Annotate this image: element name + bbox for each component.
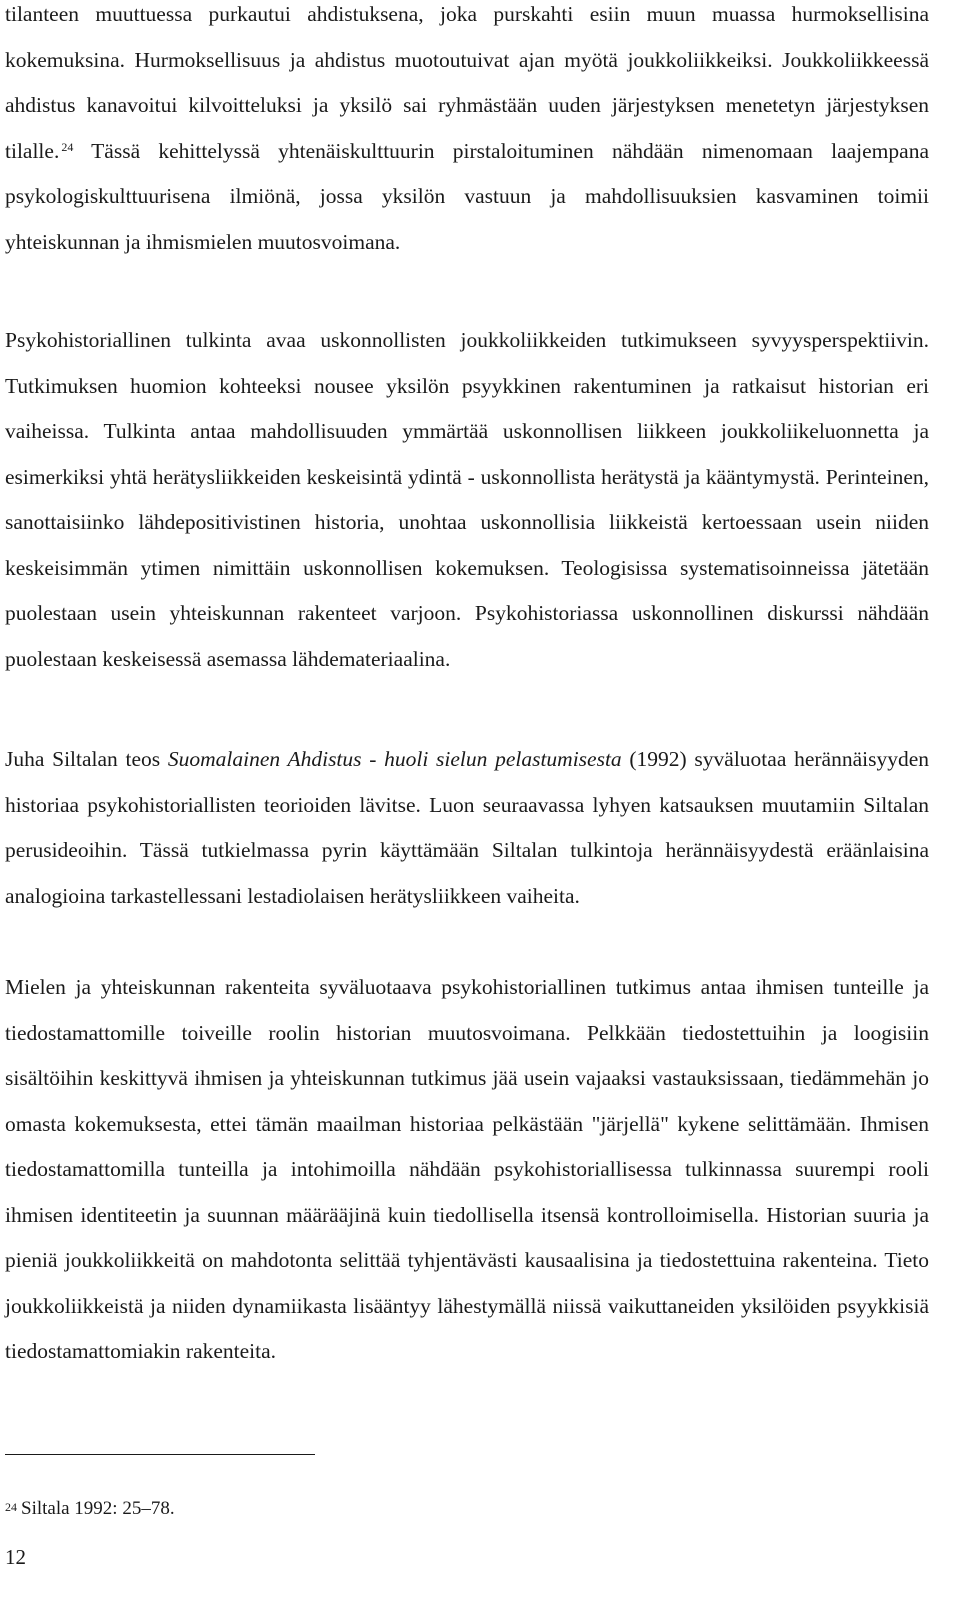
paragraph: Psykohistoriallinen tulkinta avaa uskonnollisten joukkoliikkeiden tutkimukseen syvyysperspektiivin. Tutkimuksen huomion kohteeksi nousee yksilön psyykkinen rakentuminen ja ratkaisut historian eri vaiheissa. Tulkinta antaa mahdollisuuden ymmärtää uskonnollisen liikkeen joukkoliikeluonnetta ja esimerkiksi yhtä herätysliikkeiden keskeisintä ydintä - uskonnollista herätystä ja kääntymystä. Perinteinen, sanottaisiinko lähdepositivistinen historia, unohtaa uskonnollisia liikkeistä kertoessaan usein niiden keskeisimmän ytimen nimittäin uskonnollisen kokemuksen. Teologisissa systematisoinneissa jätetään puolestaan usein yhteiskunnan rakenteet varjoon. Psykohistoriassa uskonnollinen diskurssi nähdään puolestaan keskeisessä asemassa lähdemateriaalina.	[5, 328, 929, 671]
footnote-text: Siltala 1992: 25–78.	[21, 1498, 175, 1519]
footnote-number: 24	[5, 1500, 17, 1514]
paragraph	[5, 737, 929, 919]
footnote-separator	[5, 1454, 315, 1455]
page-number: 12	[5, 1545, 26, 1569]
paragraph	[5, 0, 929, 265]
paragraph-text: Tässä kehittelyssä yhtenäiskulttuurin pirstaloituminen nähdään nimenomaan laajempana psykologiskulttuurisena ilmiönä, jossa yksilön vastuun ja mahdollisuuksien kasvaminen toimii yhteiskunnan ja ihmismielen muutosvoimana.	[5, 138, 929, 254]
book-title: Suomalainen Ahdistus - huoli sielun pelastumisesta	[167, 747, 622, 771]
paragraph-text: (1992) syväluotaa herännäisyyden historiaa psykohistoriallisten teorioiden lävitse. Luon seuraavassa lyhyen katsauksen muutamiin Siltalan perusideoihin. Tässä tutkielmassa pyrin käyttämään Siltalan tulkintoja herännäisyydestä eräänlaisina analogioina tarkastellessani lestadiolaisen herätysliikkeen vaiheita.	[5, 747, 930, 908]
paragraph-text: tilanteen muuttuessa purkautui ahdistuksena, joka purskahti esiin muun muassa hurmoksellisina kokemuksina. Hurmoksellisuus ja ahdistus muotoutuivat ajan myötä joukkoliikkeiksi. Joukkoliikkeessä ahdistus kanavoitui kilvoitteluksi ja yksilö sai ryhmästään uuden järjestyksen menetetyn järjestyksen tilalle.	[5, 2, 929, 163]
paragraph: Mielen ja yhteiskunnan rakenteita syväluotaava psykohistoriallinen tutkimus antaa ihmisen tunteille ja tiedostamattomille toiveille roolin historian muutosvoimana. Pelkkään tiedostettuihin ja loogisiin sisältöihin keskittyvä ihmisen ja yhteiskunnan tutkimus jää usein vajaaksi vastauksissaan, tiedämmehän jo omasta kokemuksesta, ettei tämän maailman historiaa pelkästään "järjellä" kykene selittämään. Ihmisen tiedostamattomilla tunteilla ja intohimoilla nähdään psykohistoriallisessa tulkinnassa suurempi rooli ihmisen identiteetin ja suunnan määrääjinä kuin tiedollisella itsensä kontrolloimisella. Historian suuria ja pieniä joukkoliikkeitä on mahdotonta selittää tyhjentävästi kausaalisina ja tiedostettuina rakenteina. Tieto joukkoliikkeistä ja niiden dynamiikasta lisääntyy lähestymällä niissä vaikuttaneiden yksilöiden psyykkisiä tiedostamattomiakin rakenteita.	[5, 975, 929, 1363]
footnote-reference[interactable]: 24	[61, 139, 74, 154]
paragraph-text: Juha Siltalan teos	[5, 747, 168, 771]
footnote	[5, 1497, 175, 1521]
